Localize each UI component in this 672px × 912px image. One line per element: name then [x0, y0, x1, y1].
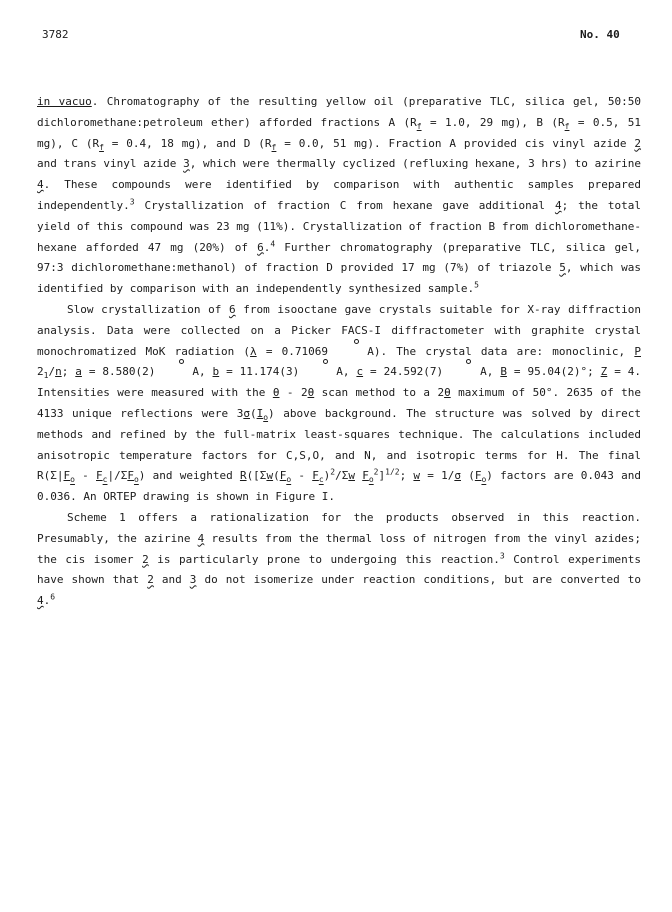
text-uw: 2	[142, 552, 149, 566]
text-ul: R	[239, 469, 247, 483]
text-ul: b	[212, 365, 220, 379]
text-run: Further chromatography (preparative TLC, silica gel, 97:3 dichloromethane:methanol) of fraction D provided 17 mg (7%) of triazole	[37, 240, 641, 275]
text-run: . Chromatography of the resulting yellow oil (preparative TLC, silica gel, 50:50 dichloromethane:petroleum ether) afforded fractions A (R	[37, 95, 641, 129]
text-run: results from the thermal loss of nitrogen from the vinyl azides; the cis isomer	[37, 531, 641, 566]
text-run: , which was identified by comparison with an independently synthesized sample.	[37, 261, 641, 296]
text-run: .	[263, 240, 271, 254]
text-ul: w	[348, 469, 355, 483]
text-sub-ul: f	[564, 121, 570, 131]
text-run: = 0.0, 51 mg). Fraction A provided cis vinyl azide	[276, 136, 635, 150]
text-uw: 4	[37, 594, 44, 608]
text-ul: F	[279, 469, 287, 483]
text-sub-ul: c	[318, 475, 324, 485]
text-ul: σ	[243, 406, 250, 420]
text-sub-ul: f	[416, 121, 422, 131]
text-sup: 5	[474, 280, 479, 290]
text-sup: 4	[270, 238, 276, 248]
body-text	[37, 92, 641, 612]
text-run: ). The crystal data are: monoclinic,	[373, 344, 635, 358]
text-run: ]	[378, 469, 386, 483]
text-run: ,	[486, 365, 501, 379]
text-sub-ul: o	[263, 413, 269, 423]
text-run: (	[249, 406, 257, 420]
text-ul: λ	[250, 344, 257, 358]
text-sub-ul: o	[70, 475, 75, 485]
text-ul: Z	[600, 365, 608, 379]
text-run: ;	[399, 469, 414, 483]
text-ring: A	[450, 362, 487, 383]
text-sup: 3	[129, 197, 135, 207]
text-sub-ul: o	[286, 475, 292, 485]
text-sub-ul: o	[133, 475, 139, 485]
text-run: Control experiments have shown that	[37, 552, 642, 587]
text-sup: 2	[330, 467, 336, 477]
paragraph-2	[37, 300, 641, 508]
text-sub-ul: f	[99, 142, 104, 152]
text-run: 2	[37, 365, 44, 379]
text-run: |/Σ	[107, 469, 128, 483]
text-ul: a	[75, 365, 82, 379]
text-uw: 3	[189, 573, 197, 587]
text-ul: in vacuo	[37, 95, 92, 108]
text-ul: c	[356, 365, 364, 379]
text-run: , which were thermally cyclized (refluxing hexane, 3 hrs) to azirine	[189, 157, 641, 171]
text-ul: F	[312, 469, 319, 483]
text-ul: n	[55, 365, 62, 379]
text-run: -	[74, 469, 97, 483]
text-run: = 1/	[420, 469, 455, 483]
paragraph-1	[37, 92, 641, 300]
text-run: maximum of 50°. 2635 of the 4133 unique reflections were 3	[37, 386, 641, 420]
text-sup: 6	[50, 592, 56, 602]
text-ul: F	[96, 469, 103, 483]
text-run: = 95.04(2)°;	[506, 365, 601, 379]
text-run: from isooctane gave crystals suitable for X-ray diffraction analysis. Data were collected on a Picker FACS-I diffractometer with graphite crystal monochromatized MoK radiation (	[37, 302, 641, 358]
text-uw: 5	[559, 261, 566, 275]
text-run: )	[323, 469, 331, 483]
text-sub: 1	[43, 371, 49, 381]
text-run: = 0.71069	[256, 344, 338, 358]
text-run: ([Σ	[246, 469, 267, 483]
text-ring: A	[337, 342, 374, 363]
journal-issue: No. 40	[580, 28, 620, 41]
text-run: ,	[198, 365, 213, 379]
text-ring: A	[306, 362, 343, 383]
text-ul: θ	[444, 386, 451, 400]
text-run: = 4. Intensities were measured with the	[37, 365, 642, 400]
text-ul: B	[500, 365, 507, 379]
text-uw: 6	[228, 302, 236, 316]
text-run: Slow crystallization of	[67, 302, 229, 316]
text-ul: θ	[307, 386, 315, 400]
page-number: 3782	[42, 28, 69, 41]
text-uw: 2	[147, 573, 154, 587]
text-sub-ul: o	[481, 475, 487, 485]
text-uw: 4	[197, 531, 205, 545]
text-uw: 3	[183, 157, 190, 171]
text-run: ) and weighted	[138, 469, 240, 483]
text-ring: A	[162, 362, 199, 383]
text-run: = 0.5, 51 mg), C (R	[37, 115, 641, 150]
text-run: (	[460, 469, 475, 483]
text-ul: w	[266, 469, 274, 483]
text-run: and	[153, 573, 190, 587]
text-run: is particularly prone to undergoing this reaction.	[148, 552, 500, 566]
text-run: ) above background. The structure was solved by direct methods and refined by the full-matrix least-squares technique. The calculations included anisotropic temperature factors for C,S,O, and N, and isotropic terms for H. The final R(Σ|	[37, 406, 641, 483]
text-run: .	[43, 594, 51, 608]
text-run: ;	[61, 365, 76, 379]
text-run: = 8.580(2)	[81, 365, 163, 379]
text-ul: w	[413, 469, 421, 483]
text-run: - 2	[279, 386, 308, 400]
text-run: /	[48, 365, 56, 379]
text-run: /Σ	[335, 469, 349, 483]
text-run: = 0.4, 18 mg), and D (R	[103, 136, 272, 150]
text-run: Crystallization of fraction C from hexane gave additional	[134, 198, 555, 212]
text-sup: 3	[499, 550, 505, 560]
text-sub-ul: f	[271, 142, 277, 152]
text-uw: 4	[554, 198, 562, 212]
text-run: ,	[342, 365, 357, 379]
text-run: scan method to a 2	[314, 386, 445, 400]
text-run: = 11.174(3)	[219, 365, 307, 379]
text-run: (	[273, 469, 280, 483]
text-uw: 6	[257, 240, 264, 254]
text-sup: 1/2	[385, 467, 400, 477]
text-uw: 2	[634, 136, 642, 150]
text-ul: F	[63, 469, 71, 483]
text-sub-ul: c	[102, 475, 108, 485]
paragraph-3	[37, 508, 641, 612]
text-run: ) factors are 0.043 and 0.036. An ORTEP drawing is shown in Figure I.	[37, 469, 641, 504]
text-run: do not isomerize under reaction conditions, but are converted to	[196, 573, 641, 587]
text-uw: 4	[37, 178, 44, 192]
text-run: = 1.0, 29 mg), B (R	[421, 115, 565, 129]
text-run: = 24.592(7)	[363, 365, 451, 379]
text-ul: P	[634, 344, 641, 358]
text-run: -	[291, 469, 313, 483]
text-run: ; the total yield of this compound was 23 mg (11%). Crystallization of fraction B from dichloromethane-hexane afforded 47 mg (20%) of	[37, 198, 641, 254]
text-run: . These compounds were identified by comparison with authentic samples prepared independently.	[37, 178, 641, 212]
text-ul: F	[362, 469, 369, 483]
text-sub-ul: o	[368, 475, 374, 485]
text-ul: F	[474, 469, 482, 483]
text-ul: σ	[454, 469, 461, 483]
text-run: Scheme 1 offers a rationalization for the products observed in this reaction. Presumably, the azirine	[37, 510, 641, 545]
text-sup: 2	[373, 467, 379, 477]
text-ul: F	[127, 469, 134, 483]
text-ul: I	[256, 406, 264, 420]
text-ul: θ	[272, 386, 280, 400]
text-run: and trans vinyl azide	[37, 157, 184, 171]
